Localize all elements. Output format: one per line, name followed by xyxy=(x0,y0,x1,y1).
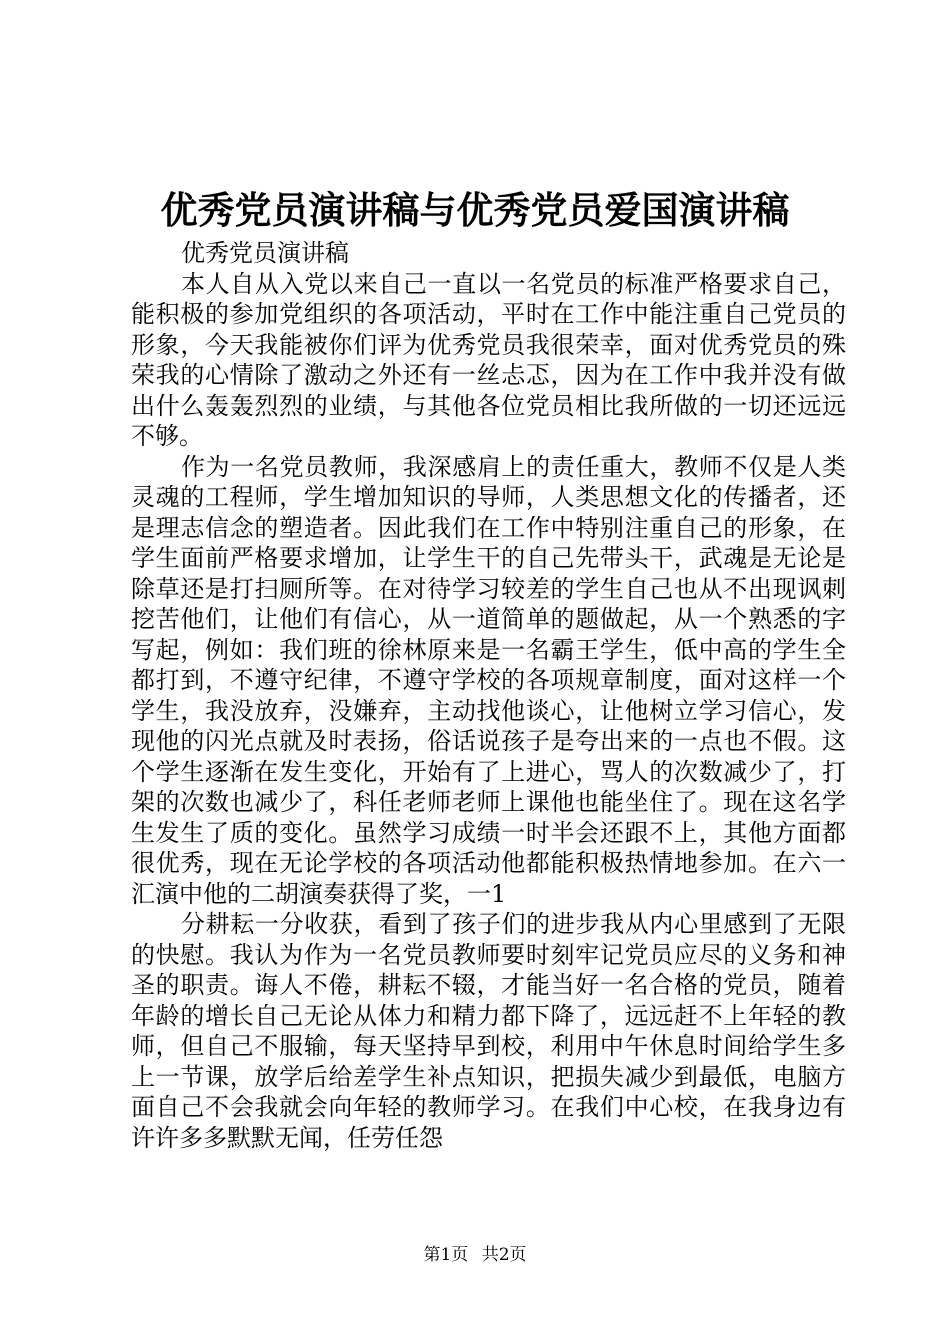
document-title: 优秀党员演讲稿与优秀党员爱国演讲稿 xyxy=(160,188,790,232)
paragraph: 作为一名党员教师，我深感肩上的责任重大，教师不仅是人类灵魂的工程师，学生增加知识的导师，人类思想文化的传播者，还是理志信念的塑造者。因此我们在工作中特别注重自己的形象，在学生面前严格要求增加，让学生干的自己先带头干，武魂是无论是除草还是打扫厕所等。在对待学习较差的学生自己也从不出现讽刺挖苦他们，让他们有信心，从一道简单的题做起，从一个熟悉的字写起，例如：我们班的徐林原来是一名霸王学生，低中高的学生全都打到，不遵守纪律，不遵守学校的各项规章制度，面对这样一个学生，我没放弃，没嫌弃，主动找他谈心，让他树立学习信心，发现他的闪光点就及时表扬，俗话说孩子是夸出来的一点也不假。这个学生逐渐在发生变化，开始有了上进心，骂人的次数减少了，打架的次数也减少了，科任老师老师上课他也能坐住了。现在这名学生发生了质的变化。虽然学习成绩一时半会还跟不上，其他方面都很优秀，现在无论学校的各项活动他都能积极热情地参加。在六一汇演中他的二胡演奏获得了奖，一1 xyxy=(131,452,846,908)
page-total: 共2页 xyxy=(481,1245,527,1265)
document-body xyxy=(131,238,846,1153)
paragraph: 本人自从入党以来自己一直以一名党员的标准严格要求自己，能积极的参加党组织的各项活动，平时在工作中能注重自己党员的形象，今天我能被你们评为优秀党员我很荣幸，面对优秀党员的殊荣我的心情除了激动之外还有一丝忐忑，因为在工作中我并没有做出什么轰轰烈烈的业绩，与其他各位党员相比我所做的一切还远远不够。 xyxy=(131,269,846,450)
document-subtitle: 优秀党员演讲稿 xyxy=(181,239,349,267)
paragraph: 分耕耘一分收获，看到了孩子们的进步我从内心里感到了无限的快慰。我认为作为一名党员教师要时刻牢记党员应尽的义务和神圣的职责。诲人不倦，耕耘不辍，才能当好一名合格的党员，随着年龄的增长自己无论从体力和精力都下降了，远远赶不上年轻的教师，但自己不服输，每天坚持早到校，利用中午休息时间给学生多上一节课，放学后给差学生补点知识，把损失减少到最低，电脑方面自己不会我就会向年轻的教师学习。在我们中心校，在我身边有许许多多默默无闻，任劳任怨 xyxy=(131,910,846,1152)
page-number: 第1页 xyxy=(423,1245,469,1265)
page-footer xyxy=(0,1244,950,1266)
